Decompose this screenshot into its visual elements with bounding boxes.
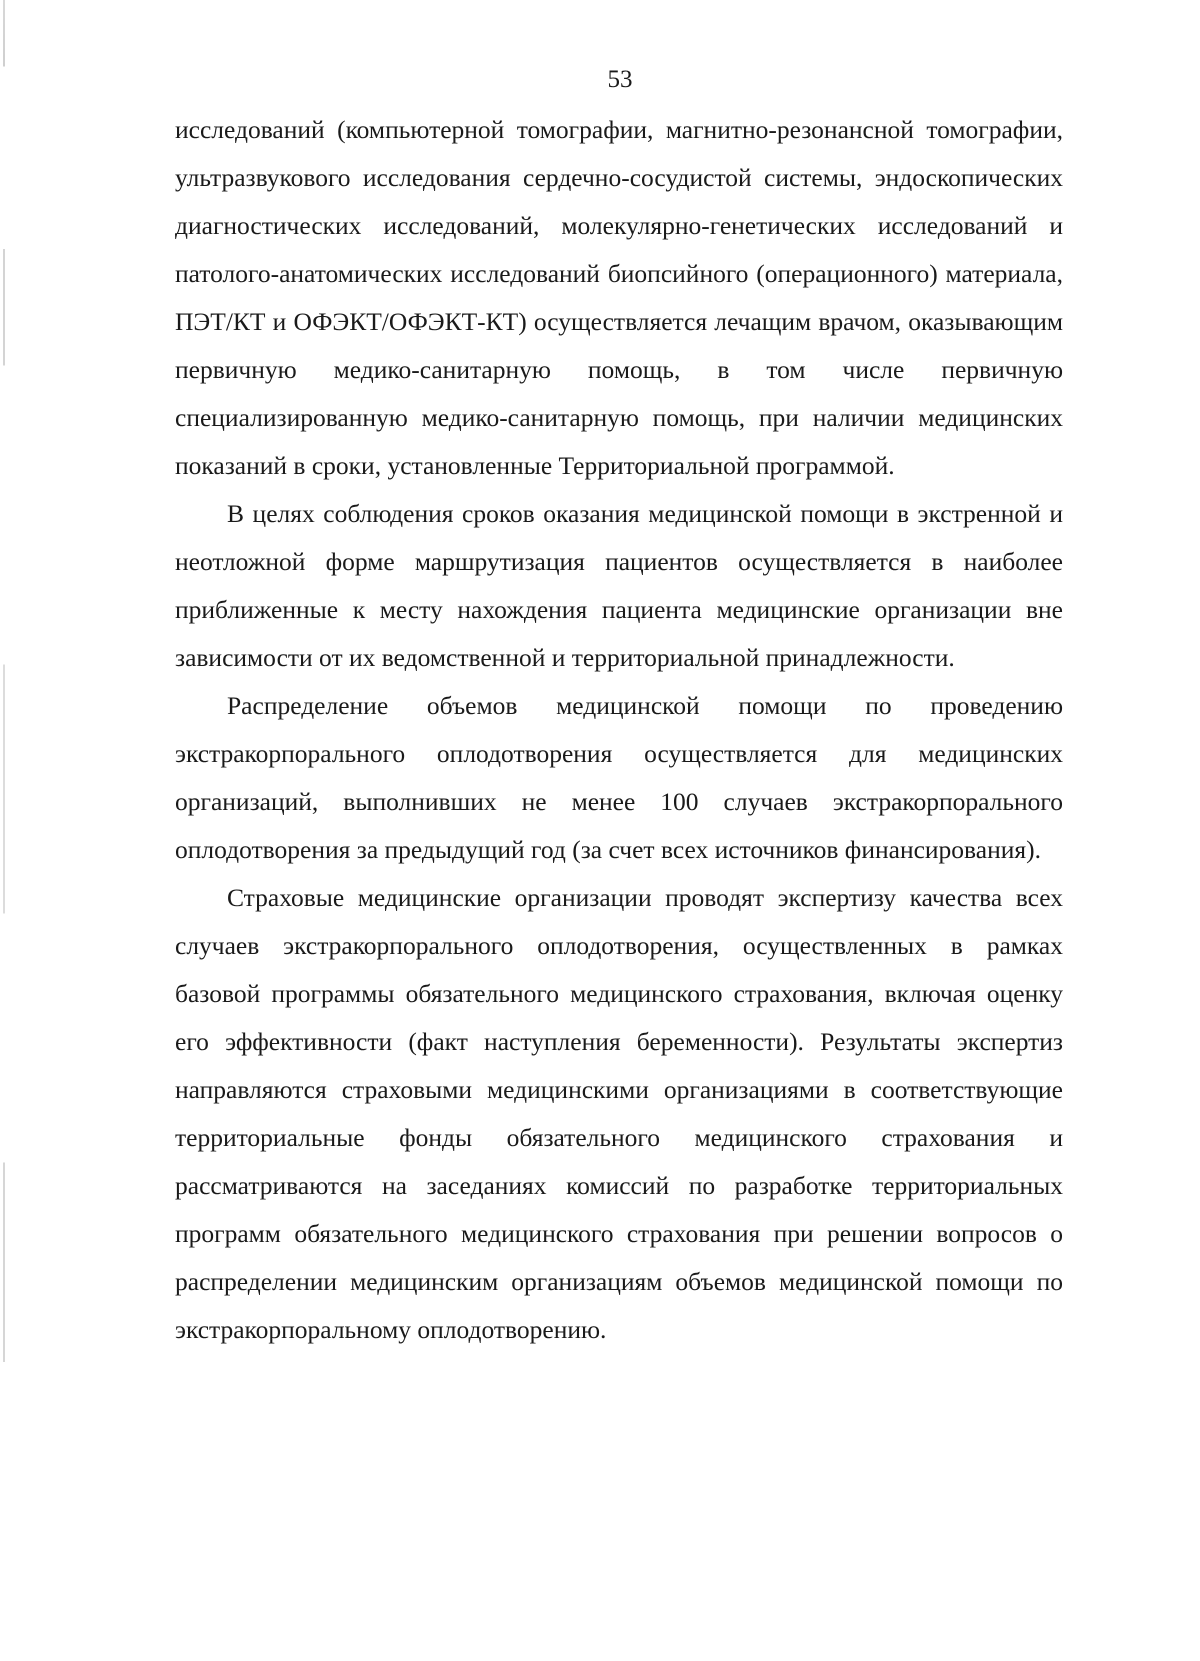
paragraph-emergency-routing: В целях соблюдения сроков оказания медицинской помощи в экстренной и неотложной форме маршрутизация пациентов осуществляется в наиболее приближенные к месту нахождения пациента медицинские организации вне зависимости от их ведомственной и территориальной принадлежности.	[175, 499, 1063, 672]
page-number: 53	[607, 66, 633, 93]
document-body	[175, 106, 1063, 1354]
paragraph-continuation: исследований (компьютерной томографии, магнитно-резонансной томографии, ультразвукового исследования сердечно-сосудистой системы, эндоскопических диагностических исследований, молекулярно-генетических исследований и патолого-анатомических исследований биопсийного (операционного) материала, ПЭТ/КТ и ОФЭКТ/ОФЭКТ-КТ) осуществляется лечащим врачом, оказывающим первичную медико-санитарную помощь, в том числе первичную специализированную медико-санитарную помощь, при наличии медицинских показаний в сроки, установленные Территориальной программой.	[175, 115, 1063, 480]
scan-edge-artifact	[3, 0, 5, 1661]
paragraph-insurance-expertise: Страховые медицинские организации проводят экспертизу качества всех случаев экстракорпорального оплодотворения, осуществленных в рамках базовой программы обязательного медицинского страхования, включая оценку его эффективности (факт наступления беременности). Результаты экспертиз направляются страховыми медицинскими организациями в соответствующие территориальные фонды обязательного медицинского страхования и рассматриваются на заседаниях комиссий по разработке территориальных программ обязательного медицинского страхования при решении вопросов о распределении медицинским организациям объемов медицинской помощи по экстракорпоральному оплодотворению.	[175, 883, 1063, 1344]
paragraph-ivf-volume-distribution: Распределение объемов медицинской помощи по проведению экстракорпорального оплодотворения осуществляется для медицинских организаций, выполнивших не менее 100 случаев экстракорпорального оплодотворения за предыдущий год (за счет всех источников финансирования).	[175, 691, 1063, 864]
